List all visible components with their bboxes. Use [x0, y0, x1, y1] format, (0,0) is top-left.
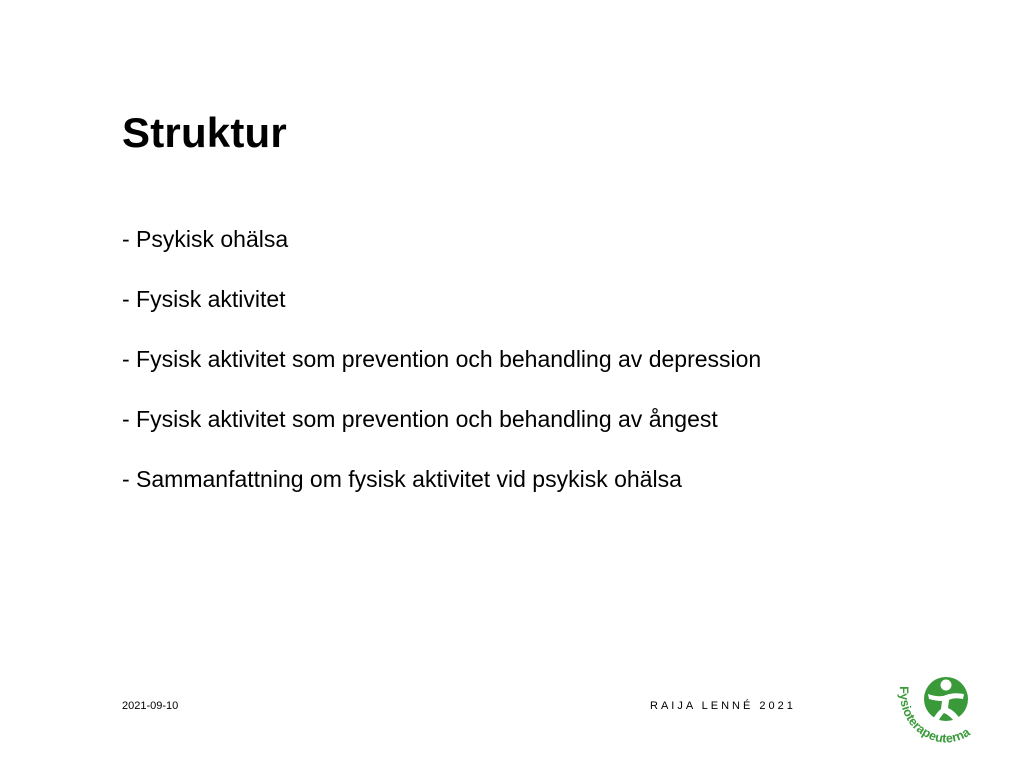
list-item: - Psykisk ohälsa — [122, 226, 289, 252]
running-figure-icon — [924, 677, 968, 724]
footer-date: 2021-09-10 — [122, 700, 179, 712]
fysioterapeuterna-logo — [888, 664, 988, 754]
list-item: - Sammanfattning om fysisk aktivitet vid psykisk ohälsa — [122, 466, 682, 492]
bullet-list — [122, 222, 761, 522]
logo-text: Fysioterapeuterna — [896, 686, 973, 746]
footer-author: RAIJA LENNÉ 2021 — [650, 700, 796, 712]
list-item: - Fysisk aktivitet som prevention och behandling av ångest — [122, 406, 718, 432]
slide-title: Struktur — [122, 109, 287, 156]
list-item: - Fysisk aktivitet som prevention och behandling av depression — [122, 346, 762, 372]
list-item: - Fysisk aktivitet — [122, 286, 286, 312]
